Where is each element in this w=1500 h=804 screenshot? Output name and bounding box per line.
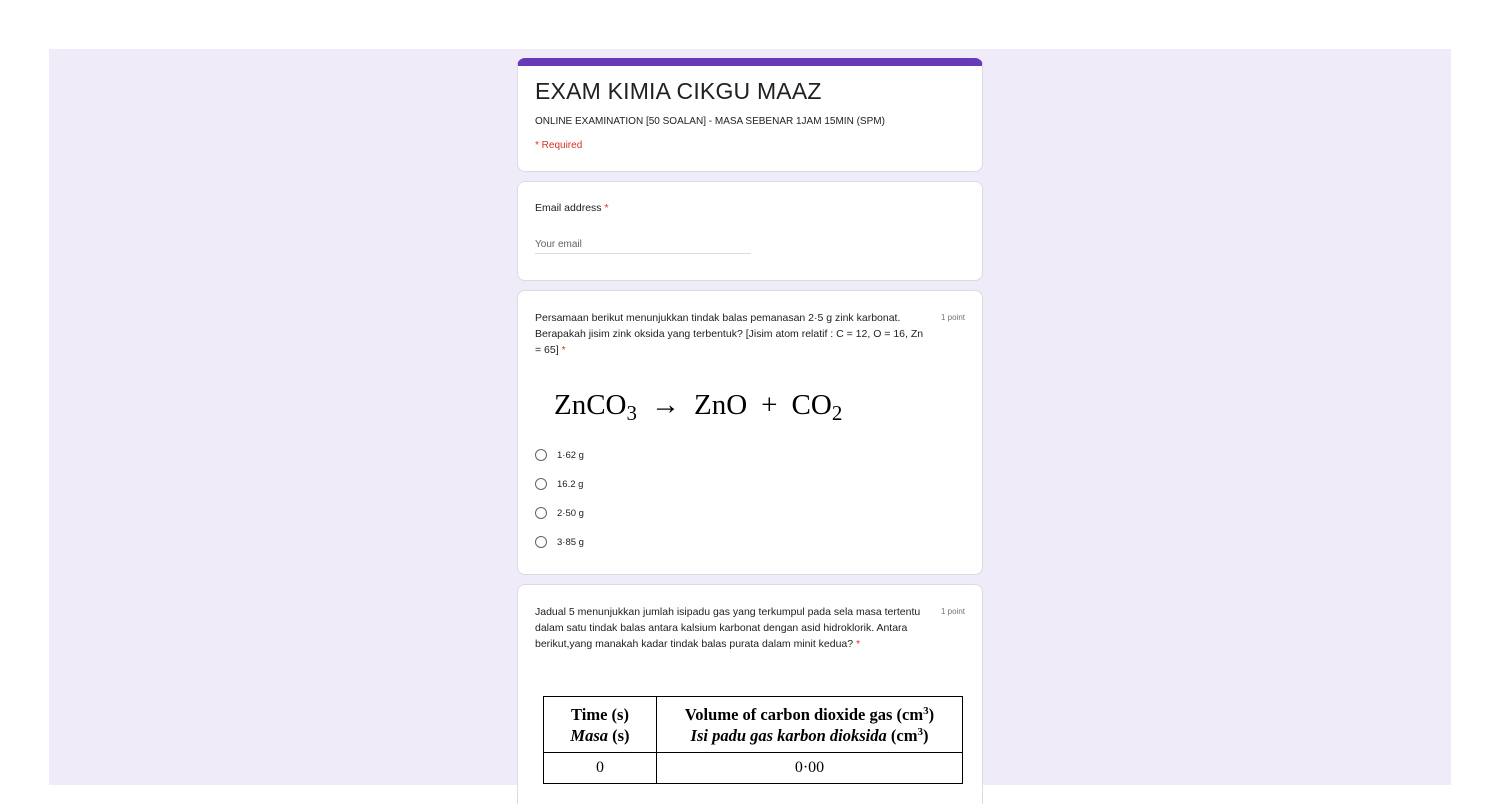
radio-button-icon[interactable] — [535, 507, 547, 519]
option-3[interactable] — [535, 504, 584, 522]
form-header-card — [517, 58, 983, 172]
radio-button-icon[interactable] — [535, 478, 547, 490]
option-label: 3·85 g — [557, 536, 584, 548]
option-label: 2·50 g — [557, 507, 584, 519]
option-4[interactable] — [535, 533, 584, 551]
header-volume-en: Volume of carbon dioxide gas (cm — [684, 704, 924, 724]
header-volume-en-end: ) — [928, 704, 935, 724]
question-2-text — [535, 604, 931, 652]
question-1-text-body: Persamaan berikut menunjukkan tindak balas pemanasan 2·5 g zink karbonat. Berapakah jisim zink oksida yang terbentuk? [Jisim atom relatif : C = 12, O = 16, Zn = 65] — [535, 312, 924, 356]
equation-reactant: ZnCO — [554, 389, 627, 421]
header-time-unit: (s) — [608, 725, 630, 745]
header-time-ms: Masa — [570, 725, 609, 745]
question-2-points: 1 point — [940, 607, 965, 616]
email-field[interactable] — [535, 239, 751, 254]
form-description: ONLINE EXAMINATION [50 SOALAN] - MASA SEBENAR 1JAM 15MIN (SPM) — [535, 116, 885, 127]
question-card-1 — [517, 290, 983, 575]
header-volume-ms: Isi padu gas karbon dioksida — [690, 725, 887, 745]
table-cell-time: 0 — [544, 753, 657, 784]
table-header-row — [544, 697, 963, 753]
required-asterisk: * — [856, 638, 861, 650]
required-asterisk: * — [604, 202, 609, 214]
radio-button-icon[interactable] — [535, 449, 547, 461]
email-label-text: Email address — [535, 202, 602, 214]
header-volume-en-sup: 3 — [923, 704, 929, 717]
header-volume-ms-end: ) — [922, 725, 929, 745]
form-title: EXAM KIMIA CIKGU MAAZ — [535, 78, 822, 104]
table-cell-volume: 0·00 — [657, 753, 963, 784]
header-time-en: Time (s) — [571, 704, 629, 724]
radio-button-icon[interactable] — [535, 536, 547, 548]
required-asterisk: * — [561, 344, 566, 356]
table-header-time — [544, 697, 657, 753]
option-2[interactable] — [535, 475, 583, 493]
table-row — [544, 753, 963, 784]
equation-plus: + — [761, 389, 778, 421]
option-label: 1·62 g — [557, 449, 584, 461]
option-label: 16.2 g — [557, 478, 584, 490]
equation-reactant-subscript: 3 — [626, 401, 637, 425]
table-header-volume — [657, 697, 963, 753]
question-1-points: 1 point — [940, 313, 965, 322]
equation-product-1: ZnO — [694, 389, 748, 421]
question-card-2 — [517, 584, 983, 804]
option-1[interactable] — [535, 446, 584, 464]
question-1-text — [535, 310, 931, 358]
equation-product-2: CO — [791, 389, 832, 421]
required-note: * Required — [535, 140, 583, 151]
chemical-equation — [554, 389, 843, 425]
equation-product-2-subscript: 2 — [831, 401, 843, 425]
header-volume-ms-sup: 3 — [917, 725, 923, 738]
email-question-card — [517, 181, 983, 281]
header-volume-ms-unit: (cm — [886, 725, 918, 745]
equation-arrow: → — [651, 389, 680, 421]
email-label — [535, 200, 609, 216]
question-2-text-body: Jadual 5 menunjukkan jumlah isipadu gas yang terkumpul pada sela masa tertentu dalam satu tindak balas antara kalsium karbonat dengan asid hidroklorik. Antara berikut,yang manakah kadar tindak balas purata dalam minit kedua? — [535, 606, 921, 650]
data-table — [543, 696, 963, 784]
